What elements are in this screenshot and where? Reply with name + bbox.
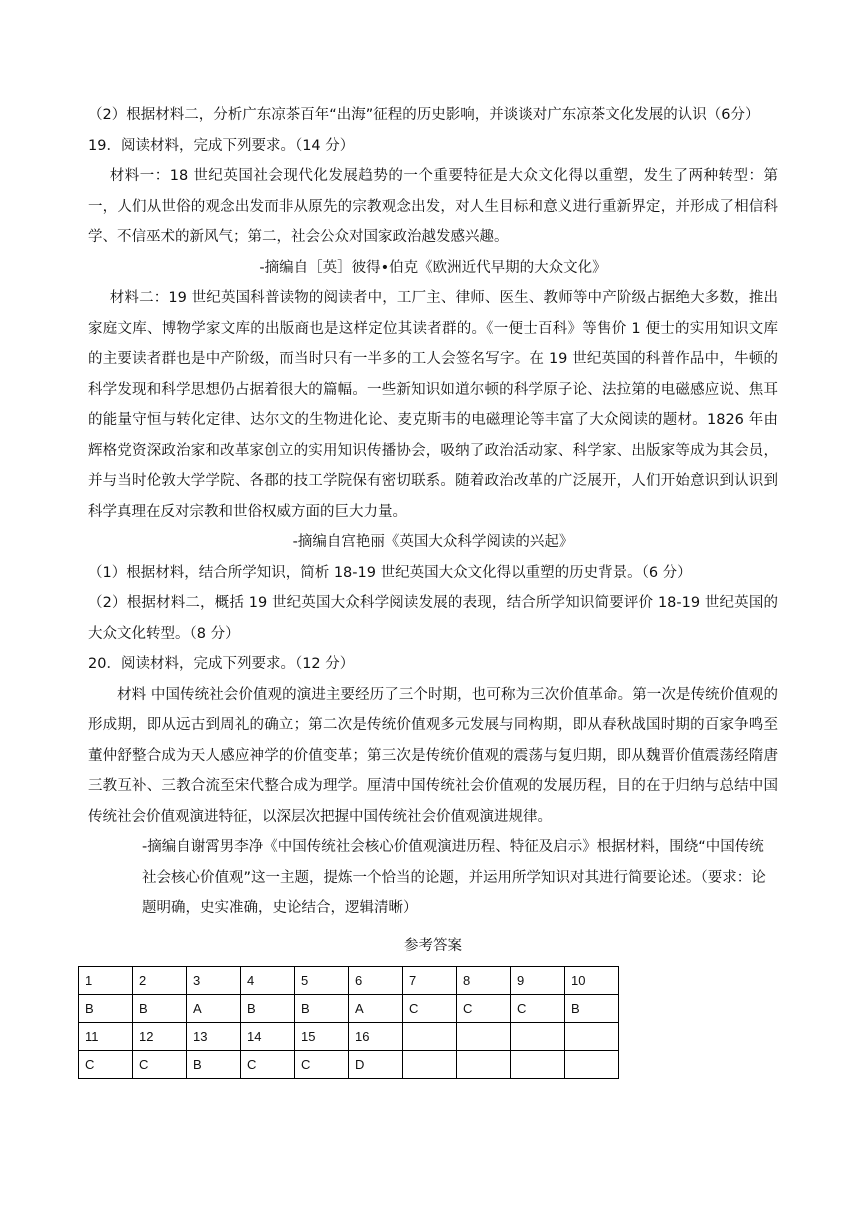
q19-task1: （1）根据材料，结合所学知识，简析 18-19 世纪英国大众文化得以重塑的历史背景。（6 分） — [88, 564, 692, 581]
q20-heading: 20．阅读材料，完成下列要求。（12 分） — [88, 656, 355, 672]
answers-title: 参考答案 — [404, 937, 462, 954]
table-cell: 16 — [349, 1022, 403, 1050]
q19-source1: -摘编自［英］彼得•伯克《欧洲近代早期的大众文化》 — [259, 259, 607, 276]
table-cell: 2 — [133, 966, 187, 994]
table-row — [79, 1022, 619, 1050]
table-cell: D — [349, 1050, 403, 1078]
table-cell: 12 — [133, 1022, 187, 1050]
table-cell: B — [133, 994, 187, 1022]
table-cell: 8 — [457, 966, 511, 994]
table-cell: C — [133, 1050, 187, 1078]
q19-heading: 19．阅读材料，完成下列要求。（14 分） — [88, 137, 355, 154]
table-cell: C — [295, 1050, 349, 1078]
q19-material1: 材料一：18 世纪英国社会现代化发展趋势的一个重要特征是大众文化得以重塑，发生了两种转型：第一，人们从世俗的观念出发而非从原先的宗教观念出发，对人生目标和意义进行重新界定，并形成了相信科学、不信巫术的新风气；第二，社会公众对国家政治越发感兴趣。 — [88, 168, 778, 245]
table-cell: 13 — [187, 1022, 241, 1050]
table-cell: C — [403, 994, 457, 1022]
table-cell: 3 — [187, 966, 241, 994]
table-cell: A — [349, 994, 403, 1022]
table-cell: 7 — [403, 966, 457, 994]
table-cell: 5 — [295, 966, 349, 994]
table-cell: C — [511, 994, 565, 1022]
document-page — [85, 100, 778, 1079]
table-cell: B — [187, 1050, 241, 1078]
table-cell: 4 — [241, 966, 295, 994]
table-cell: B — [79, 994, 133, 1022]
table-cell: B — [241, 994, 295, 1022]
table-cell: 14 — [241, 1022, 295, 1050]
table-row — [79, 1050, 619, 1078]
table-cell: C — [457, 994, 511, 1022]
q20-source-and-task: -摘编自谢霄男李净《中国传统社会核心价值观演进历程、特征及启示》根据材料，围绕“中国传统社会核心价值观”这一主题，提炼一个恰当的论题，并运用所学知识对其进行简要论述。（要求：论题明确，史实准确，史论结合，逻辑清晰） — [142, 839, 766, 916]
table-row — [79, 966, 619, 994]
q18-part2: （2）根据材料二，分析广东凉茶百年“出海”征程的历史影响，并谈谈对广东凉茶文化发展的认识（6分） — [88, 107, 760, 123]
table-cell: 11 — [79, 1022, 133, 1050]
table-cell — [565, 1022, 619, 1050]
table-cell — [457, 1050, 511, 1078]
answer-table — [78, 966, 619, 1079]
table-cell: 6 — [349, 966, 403, 994]
table-cell: A — [187, 994, 241, 1022]
table-cell: 1 — [79, 966, 133, 994]
table-cell — [403, 1022, 457, 1050]
table-row — [79, 994, 619, 1022]
table-cell: 9 — [511, 966, 565, 994]
table-cell — [511, 1022, 565, 1050]
q19-source2: -摘编自宫艳丽《英国大众科学阅读的兴起》 — [292, 534, 574, 550]
table-cell — [403, 1050, 457, 1078]
q19-task2: （2）根据材料二，概括 19 世纪英国大众科学阅读发展的表现，结合所学知识简要评价 18-19 世纪英国的大众文化转型。（8 分） — [88, 595, 778, 642]
table-cell: C — [241, 1050, 295, 1078]
table-cell — [565, 1050, 619, 1078]
table-cell — [511, 1050, 565, 1078]
table-cell: B — [565, 994, 619, 1022]
q20-material: 材料 中国传统社会价值观的演进主要经历了三个时期，也可称为三次价值革命。第一次是传统价值观的形成期，即从远古到周礼的确立；第二次是传统价值观多元发展与同构期，即从春秋战国时期的百家争鸣至董仲舒整合成为天人感应神学的价值变革；第三次是传统价值观的震荡与复归期，即从魏晋价值震荡经隋唐三教互补、三教合流至宋代整合成为理学。厘清中国传统社会价值观的发展历程，目的在于归纳与总结中国传统社会价值观演进特征，以深层次把握中国传统社会价值观演进规律。 — [88, 686, 778, 825]
table-cell: C — [79, 1050, 133, 1078]
table-cell: 15 — [295, 1022, 349, 1050]
table-cell: B — [295, 994, 349, 1022]
q19-material2: 材料二：19 世纪英国科普读物的阅读者中，工厂主、律师、医生、教师等中产阶级占据绝大多数，推出家庭文库、博物学家文库的出版商也是这样定位其读者群的。《一便士百科》等售价 1 便士的实用知识文库的主要读者群也是中产阶级，而当时只有一半多的工人会签名写字。在 19 世纪英国的科普作品中，牛顿的科学发现和科学思想仍占据着很大的篇幅。一些新知识如道尔顿的科学原子论、法拉第的电磁感应说、焦耳的能量守恒与转化定律、达尔文的生物进化论、麦克斯韦的电磁理论等丰富了大众阅读的题材。1826 年由辉格党资深政治家和改革家创立的实用知识传播协会，吸纳了政治活动家、科学家、出版家等成为其会员，并与当时伦敦大学学院、各郡的技工学院保有密切联系。随着政治改革的广泛展开，人们开始意识到认识到科学真理在反对宗教和世俗权威方面的巨大力量。 — [88, 290, 778, 520]
table-cell: 10 — [565, 966, 619, 994]
table-cell — [457, 1022, 511, 1050]
